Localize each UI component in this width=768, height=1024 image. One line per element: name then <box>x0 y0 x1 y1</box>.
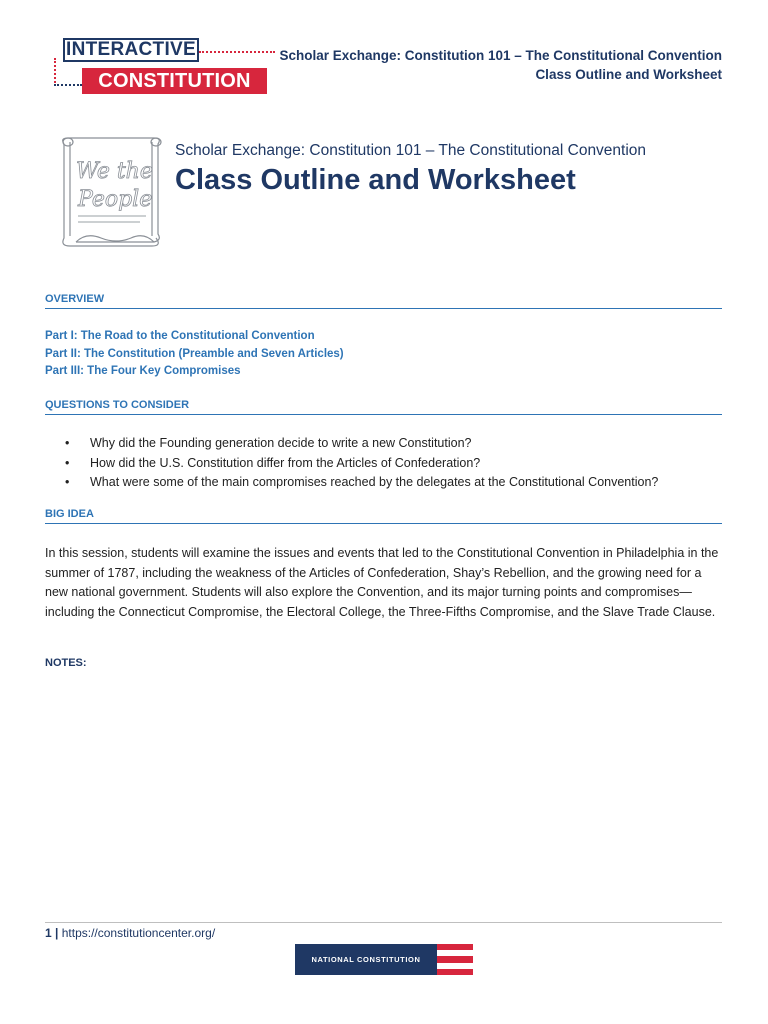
svg-text:People: People <box>78 187 153 212</box>
overview-part: Part II: The Constitution (Preamble and Seven Articles) <box>45 347 344 360</box>
big-idea-heading: BIG IDEA <box>45 508 722 524</box>
logo-dotted-line <box>54 58 56 86</box>
flag-stripes-icon <box>437 944 473 975</box>
logo-dotted-line <box>54 84 82 86</box>
footer-url-link[interactable]: https://constitutioncenter.org/ <box>61 926 216 940</box>
document-title: Class Outline and Worksheet <box>175 164 576 196</box>
footer-divider <box>45 922 722 923</box>
footer-separator: | <box>55 926 59 940</box>
running-header-line2: Class Outline and Worksheet <box>535 67 722 82</box>
page-footer <box>45 926 215 940</box>
notes-label: NOTES: <box>45 657 87 669</box>
page-number: 1 <box>45 926 52 940</box>
question-item: • What were some of the main compromises reached by the delegates at the Constitutional Convention? <box>60 473 658 493</box>
questions-heading: QUESTIONS TO CONSIDER <box>45 399 722 415</box>
interactive-constitution-logo[interactable] <box>54 38 276 98</box>
running-header-line1: Scholar Exchange: Constitution 101 – The Constitutional Convention <box>279 48 722 63</box>
overview-heading: OVERVIEW <box>45 293 722 309</box>
ncc-logo-text: NATIONAL CONSTITUTION CENTER <box>295 944 437 975</box>
big-idea-paragraph: In this session, students will examine the issues and events that led to the Constitutional Convention in Philadelphia in the summer of 1787, including the weakness of the Articles of Confederation, Shay’s Rebellion, and the growing need for a new national government. Students will also explore the Convention, and its major turning points and compromises— including the Connecticut Compromise, the Electoral College, the Three-Fifths Compromise, and the Slave Trade Clause. <box>45 546 719 619</box>
questions-list <box>60 434 658 493</box>
document-subtitle: Scholar Exchange: Constitution 101 – The Constitutional Convention <box>175 142 647 159</box>
question-item: • How did the U.S. Constitution differ from the Articles of Confederation? <box>60 454 658 474</box>
we-the-people-scroll-icon <box>56 134 166 252</box>
question-item: • Why did the Founding generation decide to write a new Constitution? <box>60 434 658 454</box>
national-constitution-center-logo[interactable] <box>295 944 473 995</box>
svg-text:We the: We the <box>76 159 153 184</box>
overview-parts-list <box>45 328 344 381</box>
running-header <box>279 46 722 84</box>
logo-dotted-line <box>199 51 275 53</box>
overview-part: Part I: The Road to the Constitutional Convention <box>45 330 315 342</box>
logo-top-text: INTERACTIVE <box>63 38 199 62</box>
logo-bottom-text: CONSTITUTION <box>82 68 267 94</box>
overview-part: Part III: The Four Key Compromises <box>45 365 241 377</box>
